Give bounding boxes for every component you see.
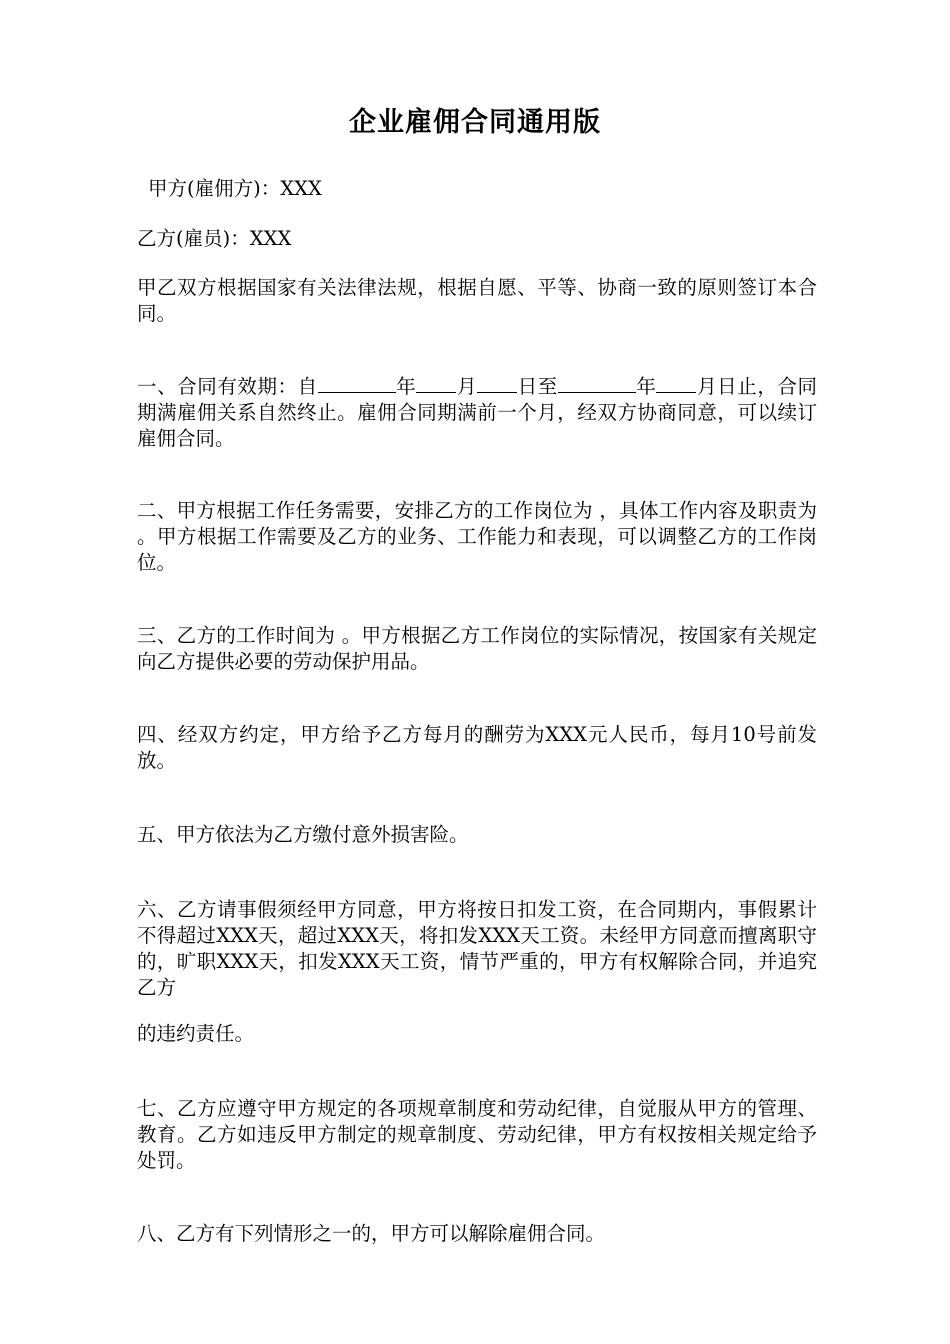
- clause-1-rest: 止，合同期满雇佣关系自然终止。雇佣合同期满前一个月，经双方协商同意，可以续订雇佣合同。: [137, 375, 817, 450]
- clause-1-start: 一、合同有效期：自: [137, 375, 318, 398]
- party-b-line: 乙方(雇员)：XXX: [137, 227, 292, 250]
- clause-1: [137, 374, 817, 452]
- blank-end-year: [558, 374, 636, 393]
- clause-8: 八、乙方有下列情形之一的，甲方可以解除雇佣合同。: [137, 1222, 606, 1245]
- blank-start-year: [318, 374, 396, 393]
- clause-2: 二、甲方根据工作任务需要，安排乙方的工作岗位为 ，具体工作内容及职责为 。甲方根据工作需要及乙方的业务、工作能力和表现，可以调整乙方的工作岗位。: [137, 499, 817, 574]
- clause-7: 七、乙方应遵守甲方规定的各项规章制度和劳动纪律，自觉服从甲方的管理、教育。乙方如违反甲方制定的规章制度、劳动纪律，甲方有权按相关规定给予处罚。: [137, 1097, 817, 1172]
- blank-start-day: [477, 374, 517, 393]
- clause-1-end-month-label: 月日: [696, 375, 738, 398]
- blank-start-month: [416, 374, 456, 393]
- clause-1-end-year-label: 年: [635, 375, 657, 398]
- blank-end-month: [656, 374, 696, 393]
- clause-3: 三、乙方的工作时间为 。甲方根据乙方工作岗位的实际情况，按国家有关规定向乙方提供必要的劳动保护用品。: [137, 624, 817, 673]
- document-title: 企业雇佣合同通用版: [349, 107, 601, 138]
- clause-4: 四、经双方约定，甲方给予乙方每月的酬劳为XXX元人民币，每月10号前发放。: [137, 723, 817, 772]
- clause-1-year-label: 年: [395, 375, 417, 398]
- clause-1-month-label: 月: [456, 375, 478, 398]
- intro-paragraph: 甲乙双方根据国家有关法律法规，根据自愿、平等、协商一致的原则签订本合同。: [137, 276, 817, 325]
- party-a-line: 甲方(雇佣方)：XXX: [148, 177, 322, 200]
- clause-5: 五、甲方依法为乙方缴付意外损害险。: [137, 823, 469, 846]
- clause-6-continuation: 的违约责任。: [137, 1022, 255, 1045]
- clause-6: 六、乙方请事假须经甲方同意，甲方将按日扣发工资，在合同期内，事假累计不得超过XXX天，超过XXX天，将扣发XXX天工资。未经甲方同意而擅离职守的，旷职XXX天，扣发XXX天工资，情节严重的，甲方有权解除合同，并追究乙方: [137, 898, 817, 999]
- clause-1-day-label: 日至: [517, 375, 558, 398]
